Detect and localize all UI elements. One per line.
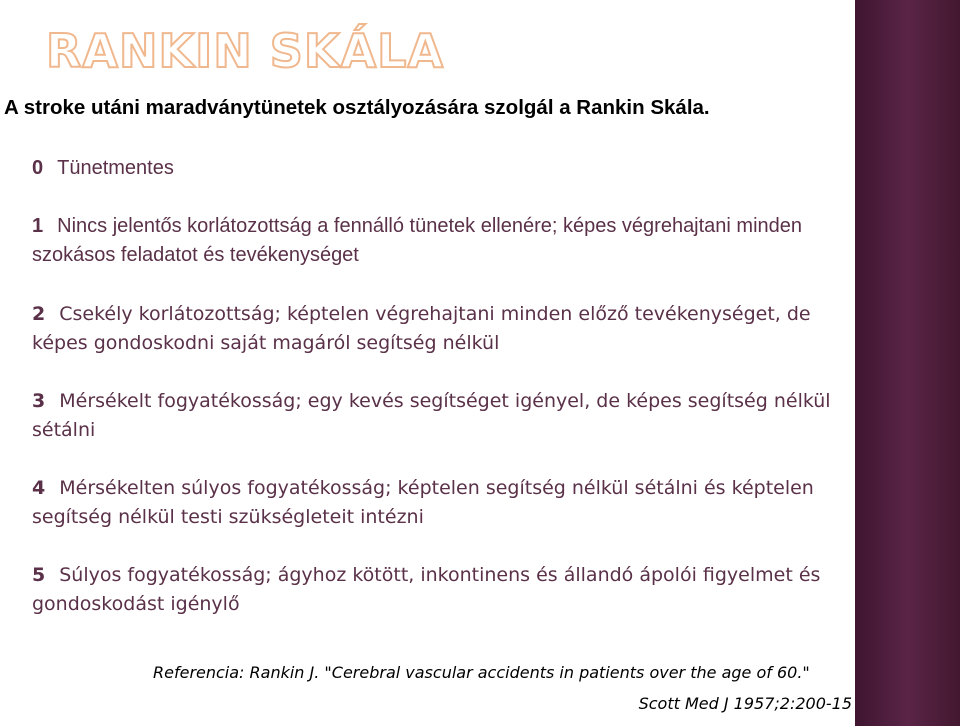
intro-text: A stroke utáni maradványtünetek osztályozására szolgál a Rankin Skála. <box>4 96 710 119</box>
scale-item-3 <box>32 387 832 445</box>
scale-item-text: Csekély korlátozottság; képtelen végrehajtani minden előző tevékenységet, de képes gondoskodni saját magáról segítség nélkül <box>32 303 811 354</box>
decorative-side-bar <box>855 0 960 726</box>
scale-item-1 <box>32 212 832 270</box>
scale-item-text: Súlyos fogyatékosság; ágyhoz kötött, inkontinens és állandó ápolói figyelmet és gondoskodást igénylő <box>32 564 821 615</box>
scale-item-text: Mérsékelt fogyatékosság; egy kevés segítséget igényel, de képes segítség nélkül sétálni <box>32 390 831 441</box>
scale-item-5 <box>32 561 832 619</box>
scale-item-number: 0 <box>32 157 44 179</box>
scale-item-number: 2 <box>32 303 46 325</box>
scale-item-number: 1 <box>32 215 44 237</box>
reference-citation: Referencia: Rankin J. "Cerebral vascular accidents in patients over the age of 60." <box>153 663 810 682</box>
reference-journal: Scott Med J 1957;2:200-15 <box>638 694 852 713</box>
slide-title: RANKIN SKÁLA <box>46 24 445 78</box>
scale-item-2 <box>32 300 832 358</box>
scale-item-number: 4 <box>32 477 46 499</box>
scale-item-number: 3 <box>32 390 46 412</box>
scale-item-4 <box>32 474 832 532</box>
scale-item-text: Nincs jelentős korlátozottság a fennálló tünetek ellenére; képes végrehajtani minden szokásos feladatot és tevékenységet <box>32 215 803 266</box>
scale-item-text: Mérsékelten súlyos fogyatékosság; képtelen segítség nélkül sétálni és képtelen segítség nélkül testi szükségleteit intézni <box>32 477 814 528</box>
scale-item-0 <box>32 154 832 183</box>
scale-item-text: Tünetmentes <box>57 157 174 179</box>
scale-item-number: 5 <box>32 564 46 586</box>
